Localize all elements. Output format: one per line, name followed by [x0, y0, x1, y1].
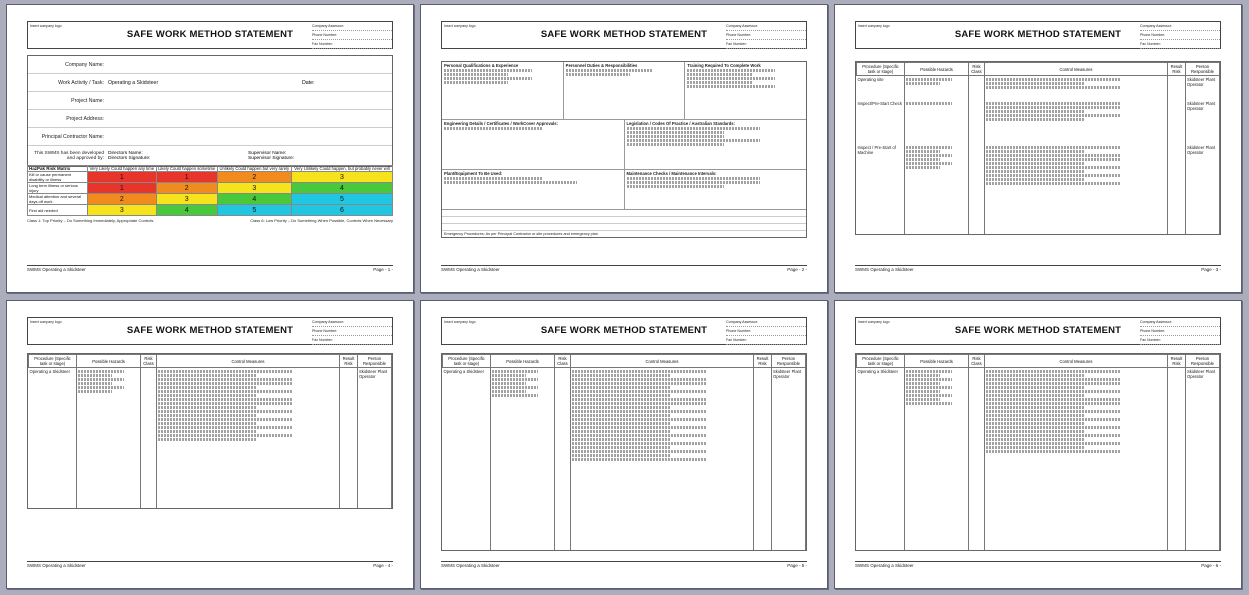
page-number: Page - 5 -: [787, 563, 807, 568]
hazard-table: Procedure (Specific task or stage) Possible Hazards Risk Class Control Measures Result Risk Person Responsible Operating site Skidsteer Plant Operator Inspect/Pre-Start Check Skidsteer Plant Operator Inspect / Pre-Start of Machine Skidsteer Plant Operator: [855, 61, 1221, 235]
page-number: Page - 6 -: [1201, 563, 1221, 568]
risk-row: Kill or cause permanent disability or illness 1 1 2 3: [28, 172, 393, 183]
hazard-table: Procedure (Specific task or stage) Possible Hazards Risk Class Control Measures Result Risk Person Responsible Operating a Skidsteer Skidsteer Plant Operator: [27, 353, 393, 509]
page-6: [834, 300, 1242, 589]
page-footer: SWMS Operating a Skidsteer Page - 1 -: [27, 267, 393, 272]
document-header: [27, 21, 393, 49]
work-activity-value: Operating a Skidsteer: [108, 79, 159, 86]
approval-row: This SWMS has been developed and approved by: Directors Name: Directors Signature: Supervisor Name: Supervisor Signature:: [34, 151, 295, 161]
page-number: Page - 4 -: [373, 563, 393, 568]
risk-note-left: Class 1: Top Priority – Do Something Immediately, Appropriate Controls: [27, 218, 154, 223]
page-footer: SWMS Operating a Skidsteer Page - 2 -: [441, 267, 807, 272]
risk-matrix: HazPak Risk Matrix Very Likely Could happen any time Likely Could happen sometime Unlikely Could happen but very rarely Very Unlikely Could happen, but probably never will Kill or cause permanent disability or illness 1 1 2 3 Long term illness or serious injury 1 2 3 4 Medical attention and several days off work 2 3 4 5 First aid needed 3 4 5 6 Class 1: Top Priority – Do Something Immediately, Appropriate Controls Class 6: Low Priority – Do Something When Possible, Controls When Necessary: [27, 166, 393, 223]
document-header: Insert company logo SAFE WORK METHOD STATEMENT Company Assessor: Phone Number: Fax Number:: [441, 317, 807, 345]
document-title: SAFE WORK METHOD STATEMENT: [126, 29, 294, 40]
risk-row: Medical attention and several days off work 2 3 4 5: [28, 194, 393, 205]
hazard-table: Procedure (Specific task or stage) Possible Hazards Risk Class Control Measures Result Risk Person Responsible Operating a Skidsteer Skidsteer Plant Operator: [855, 353, 1221, 551]
emergency-procedures: Emergency Procedures: As per Principal Contractor or site procedures and emergency plan: [444, 232, 598, 236]
risk-note-right: Class 6: Low Priority – Do Something When Possible, Controls When Necessary: [250, 218, 393, 223]
page-3: [834, 4, 1242, 293]
risk-row: First aid needed 3 4 5 6: [28, 205, 393, 216]
page-5: [420, 300, 828, 589]
page-footer: SWMS Operating a Skidsteer Page - 6 -: [855, 563, 1221, 568]
page-number: Page - 2 -: [787, 267, 807, 272]
page-footer: SWMS Operating a Skidsteer Page - 5 -: [441, 563, 807, 568]
company-logo: Insert company logo: [30, 24, 62, 28]
page-number: Page - 3 -: [1201, 267, 1221, 272]
document-header: Insert company logo SAFE WORK METHOD STATEMENT Company Assessor: Phone Number: Fax Number:: [441, 21, 807, 49]
document-header: Insert company logo SAFE WORK METHOD STATEMENT Company Assessor: Phone Number: Fax Number:: [27, 317, 393, 345]
page-1: [6, 4, 414, 293]
project-details: Company Name: Work Activity / Task: Operating a Skidsteer Date: Project Name: Project Address: Principal Contractor Name: This SWMS has been developed and approved by: Directors Name: Directors Signature: Supervisor Name: Supervisor Signature:: [27, 55, 393, 167]
page-4: [6, 300, 414, 589]
page-footer: SWMS Operating a Skidsteer Page - 3 -: [855, 267, 1221, 272]
header-meta: Company Assessor: Phone Number: Fax Number:: [310, 22, 392, 48]
page-number: Page - 1 -: [373, 267, 393, 272]
document-header: Insert company logo SAFE WORK METHOD STATEMENT Company Assessor: Phone Number: Fax Number:: [855, 317, 1221, 345]
page-footer: SWMS Operating a Skidsteer Page - 4 -: [27, 563, 393, 568]
personnel-grid: Personal Qualifications & Experience Personnel Duties & Responsibilities Training Required To Complete Work Engineering Details / Certificates / WorkCover Approvals: Legislation / Codes Of Practice / Australian Standards: Plant/Equipment To Be Used: Maintenance Checks / Maintenance Intervals: Emergency Procedures: As per Principal Contractor or site procedures and emergency plan: [441, 61, 807, 238]
risk-row: Long term illness or serious injury 1 2 3 4: [28, 183, 393, 194]
hazard-table: Procedure (Specific task or stage) Possible Hazards Risk Class Control Measures Result Risk Person Responsible Operating a Skidsteer Skidsteer Plant Operator: [441, 353, 807, 551]
page-2: [420, 4, 828, 293]
document-header: Insert company logo SAFE WORK METHOD STATEMENT Company Assessor: Phone Number: Fax Number:: [855, 21, 1221, 49]
